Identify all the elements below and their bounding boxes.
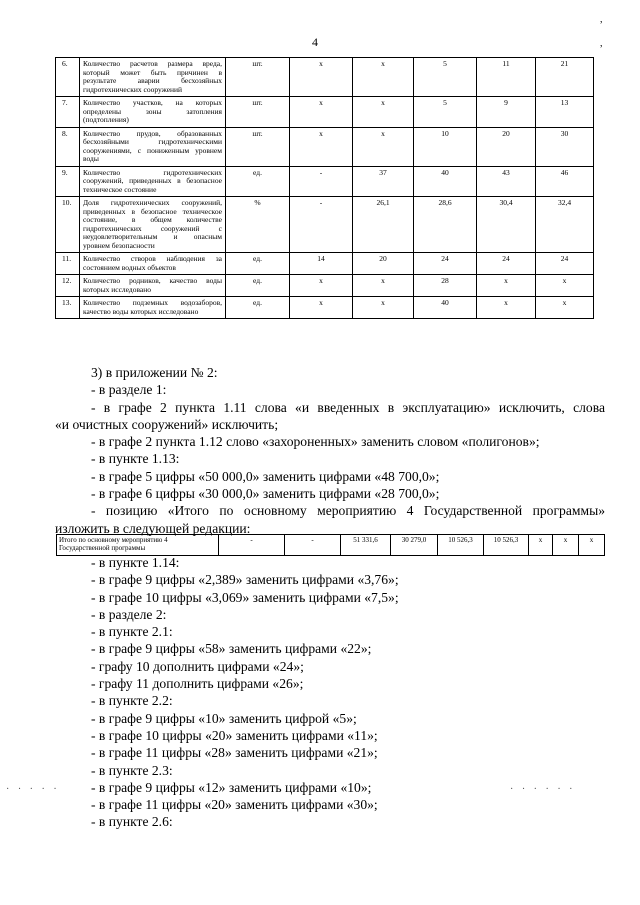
row-value: 32,4: [536, 197, 594, 253]
row-value: x: [536, 275, 594, 297]
text-line: - в графе 6 цифры «30 000,0» заменить цифрами «28 700,0»;: [91, 486, 440, 502]
text-line: - в графе 9 цифры «58» заменить цифрами «22»;: [91, 641, 372, 657]
summary-row: [57, 535, 605, 556]
row-value: 24: [536, 253, 594, 275]
row-value: 26,1: [353, 197, 414, 253]
row-unit: шт.: [226, 97, 290, 128]
row-value: x: [353, 127, 414, 166]
row-unit: ед.: [226, 166, 290, 197]
row-value: -: [290, 166, 353, 197]
summary-cell: x: [579, 535, 605, 556]
row-unit: ед.: [226, 275, 290, 297]
page-number: 4: [312, 35, 318, 49]
text-line: «и очистных сооружений» исключить;: [55, 416, 279, 432]
row-value: x: [290, 297, 353, 319]
row-value: 9: [477, 97, 536, 128]
text-line: - в пункте 1.14:: [91, 555, 180, 570]
text-line: - в пункте 2.2:: [91, 693, 173, 709]
row-unit: ед.: [226, 253, 290, 275]
summary-table: [56, 534, 605, 556]
summary-cell: x: [529, 535, 553, 556]
row-value: x: [353, 275, 414, 297]
text-line: - в пункте 2.3:: [91, 762, 173, 778]
row-value: 43: [477, 166, 536, 197]
summary-cell: -: [285, 535, 341, 556]
row-value: 30,4: [477, 197, 536, 253]
row-description: Количество подземных водозаборов, качество воды которых исследовано: [80, 297, 226, 319]
text-line: - в графе 11 цифры «28» заменить цифрами «21»;: [91, 745, 378, 761]
table-row: [56, 58, 594, 97]
row-value: x: [353, 58, 414, 97]
table-row: [56, 297, 594, 319]
row-value: 21: [536, 58, 594, 97]
row-value: 20: [353, 253, 414, 275]
row-value: x: [290, 97, 353, 128]
row-description: Количество створов наблюдения за состоянием водных объектов: [80, 253, 226, 275]
table-row: [56, 97, 594, 128]
row-value: 20: [477, 127, 536, 166]
row-value: 13: [536, 97, 594, 128]
summary-cell: 30 279,0: [391, 535, 438, 556]
text-line: изложить в следующей редакции:: [55, 520, 251, 536]
text-line: - в графе 9 цифры «2,389» заменить цифрами «3,76»;: [91, 572, 399, 588]
row-value: 10: [414, 127, 477, 166]
row-value: 5: [414, 97, 477, 128]
row-value: 37: [353, 166, 414, 197]
text-line: - позицию «Итого по основному мероприятию 4 Государственной программы»: [91, 503, 605, 519]
text-line: - в разделе 1:: [91, 382, 167, 398]
row-value: -: [290, 197, 353, 253]
table-row: [56, 275, 594, 297]
row-description: Количество расчетов размера вреда, который может быть причинен в результате аварии бесхозяйных гидротехнических сооружений: [80, 58, 226, 97]
corner-mark-second: ,: [600, 38, 603, 49]
row-number: 10.: [56, 197, 80, 253]
row-unit: ед.: [226, 297, 290, 319]
row-value: x: [353, 297, 414, 319]
summary-cell: 51 331,6: [341, 535, 391, 556]
row-value: x: [290, 275, 353, 297]
text-line: - в графе 11 цифры «20» заменить цифрами «30»;: [91, 797, 378, 813]
row-value: x: [290, 127, 353, 166]
row-description: Количество родников, качество воды которых исследовано: [80, 275, 226, 297]
row-description: Количество гидротехнических сооружений, приведенных в безопасное техническое состояние: [80, 166, 226, 197]
row-value: 24: [414, 253, 477, 275]
row-unit: шт.: [226, 58, 290, 97]
row-value: 5: [414, 58, 477, 97]
row-number: 13.: [56, 297, 80, 319]
table-row: [56, 166, 594, 197]
row-description: Количество участков, на которых определены зоны затопления (подтопления): [80, 97, 226, 128]
table-row: [56, 197, 594, 253]
row-value: x: [477, 275, 536, 297]
text-line: - в графе 10 цифры «20» заменить цифрами «11»;: [91, 727, 378, 743]
text-line: - в графе 9 цифры «10» заменить цифрой «5»;: [91, 710, 357, 726]
row-description: Количество прудов, образованных бесхозяйными гидротехническими сооружениями, с пониженным уровнем воды: [80, 127, 226, 166]
row-description: Доля гидротехнических сооружений, приведенных в безопасное техническое состояние, в общем количестве гидротехнических сооружений с неудовлетворительным и опасным уровнем безопасности: [80, 197, 226, 253]
row-value: 40: [414, 166, 477, 197]
text-line: - в разделе 2:: [91, 606, 167, 622]
row-value: 30: [536, 127, 594, 166]
summary-cell: -: [219, 535, 285, 556]
row-value: 46: [536, 166, 594, 197]
summary-cell: x: [553, 535, 579, 556]
indicators-table: [55, 57, 594, 319]
table-row: [56, 127, 594, 166]
row-unit: шт.: [226, 127, 290, 166]
scan-artifact-left: · · · · ·: [6, 784, 60, 795]
table-row: [56, 253, 594, 275]
row-value: x: [353, 97, 414, 128]
row-value: x: [290, 58, 353, 97]
row-number: 11.: [56, 253, 80, 275]
amendments-text-a: [55, 364, 605, 537]
text-line: - в пункте 2.6:: [91, 814, 173, 830]
row-number: 8.: [56, 127, 80, 166]
scan-artifact-right: · · · · · ·: [510, 784, 576, 795]
text-line: - в графе 2 пункта 1.12 слово «захороненных» заменить словом «полигонов»;: [91, 434, 540, 450]
text-line: - в пункте 2.1:: [91, 624, 173, 640]
row-value: 28,6: [414, 197, 477, 253]
summary-label: Итого по основному мероприятию 4 Государственной программы: [57, 535, 219, 556]
row-value: 24: [477, 253, 536, 275]
row-value: 40: [414, 297, 477, 319]
corner-mark-top: ,: [600, 14, 603, 25]
summary-cell: 10 526,3: [484, 535, 529, 556]
text-line: - в графе 5 цифры «50 000,0» заменить цифрами «48 700,0»;: [91, 468, 440, 484]
text-line: - графу 11 дополнить цифрами «26»;: [91, 676, 304, 692]
text-line: - графу 10 дополнить цифрами «24»;: [91, 658, 304, 674]
row-number: 9.: [56, 166, 80, 197]
summary-cell: 10 526,3: [438, 535, 484, 556]
text-line: 3) в приложении № 2:: [91, 365, 218, 380]
row-value: 14: [290, 253, 353, 275]
row-number: 12.: [56, 275, 80, 297]
row-value: x: [536, 297, 594, 319]
text-line: - в графе 10 цифры «3,069» заменить цифрами «7,5»;: [91, 589, 399, 605]
row-number: 6.: [56, 58, 80, 97]
text-line: - в графе 2 пункта 1.11 слова «и введенных в эксплуатацию» исключить, слова: [91, 399, 605, 415]
row-unit: %: [226, 197, 290, 253]
text-line: - в графе 9 цифры «12» заменить цифрами «10»;: [91, 779, 372, 795]
row-value: 11: [477, 58, 536, 97]
row-value: 28: [414, 275, 477, 297]
text-line: - в пункте 1.13:: [91, 451, 180, 467]
row-value: x: [477, 297, 536, 319]
row-number: 7.: [56, 97, 80, 128]
